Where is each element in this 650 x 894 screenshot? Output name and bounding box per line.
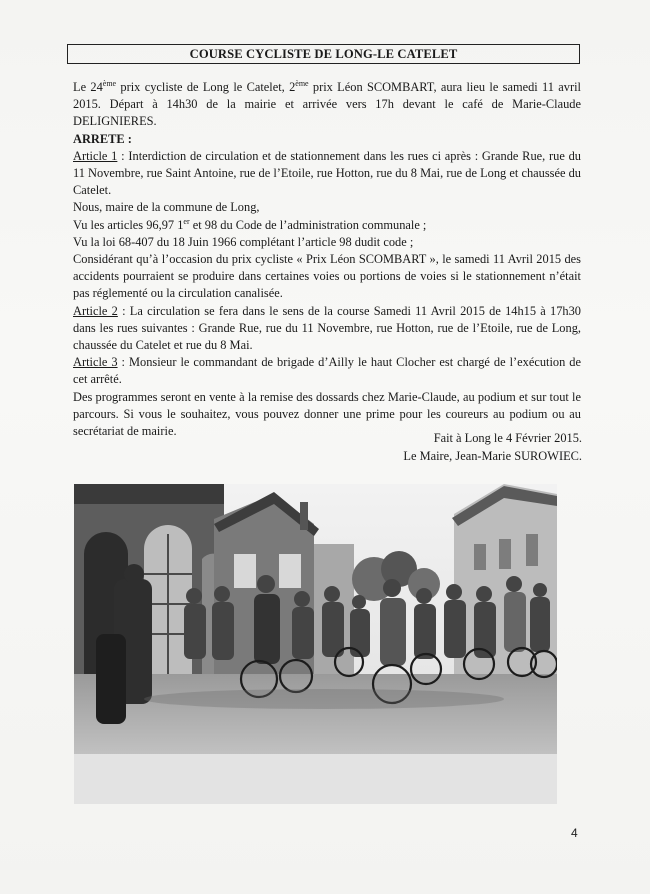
- page-number: 4: [571, 826, 578, 840]
- vu-line-2: Vu la loi 68-407 du 18 Juin 1966 complétant l’article 98 dudit code ;: [73, 234, 414, 249]
- intro-sup-a: ème: [102, 78, 117, 88]
- document-body: [73, 79, 581, 440]
- vu1-text-a: Vu les articles 96,97 1: [73, 217, 184, 232]
- vu-line-1: [73, 217, 581, 234]
- considerant-paragraph: Considérant qu’à l’occasion du prix cycliste « Prix Léon SCOMBART », le samedi 11 Avril 2015 des accidents pourraient se produire dans certaines voies ou portions de voies si le stationnement n’était pas réglementé ou la circulation canalisée.: [73, 252, 581, 301]
- intro-text-b: prix cycliste de Long le Catelet, 2: [116, 80, 296, 94]
- article-1: [73, 148, 581, 200]
- vu1-sup: er: [183, 216, 190, 226]
- document-title: [67, 44, 580, 64]
- signature-place-date: Fait à Long le 4 Février 2015.: [433, 431, 582, 445]
- article-3: [73, 354, 581, 388]
- signature-block: [403, 430, 582, 465]
- intro-text-c: prix Léon SCOMBART, aura lieu le samedi 11 avril 2015. Départ à 14h30 de la mairie et arrivée vers 17h devant le café de Marie-Claude DELIGNIERES.: [73, 80, 581, 129]
- programmes-paragraph: Des programmes seront en vente à la remise des dossards chez Marie-Claude, au podium et sur tout le parcours. Si vous le souhaitez, vous pouvez donner une prime pour les coureurs au podium ou au secrétariat de mairie.: [73, 389, 581, 439]
- article-2: [73, 303, 581, 355]
- nous-line: Nous, maire de la commune de Long,: [73, 200, 260, 215]
- arrete-heading: ARRETE :: [73, 131, 132, 146]
- intro-paragraph: [73, 79, 581, 131]
- vu1-text-b: et 98 du Code de l’administration communale ;: [189, 217, 427, 232]
- article-3-label: Article 3: [73, 355, 118, 370]
- intro-sup-b: ème: [295, 78, 309, 88]
- signature-mayor: Le Maire, Jean-Marie SUROWIEC.: [403, 448, 582, 463]
- article-1-text: : Interdiction de circulation et de stationnement dans les rues ci après : Grande Rue, rue du 11 Novembre, rue Saint Antoine, rue de l’Etoile, rue Hotton, rue du 8 Mai, rue de Long et chaussée du Catelet.: [73, 148, 581, 198]
- article-1-label: Article 1: [73, 148, 118, 163]
- intro-text-a: Le 24: [73, 80, 103, 94]
- race-start-photo: [74, 484, 557, 804]
- document-title-text: COURSE CYCLISTE DE LONG-LE CATELET: [189, 46, 458, 61]
- race-start-photo-graphic: [74, 484, 557, 804]
- article-2-label: Article 2: [73, 303, 118, 318]
- article-3-text: : Monsieur le commandant de brigade d’Ailly le haut Clocher est chargé de l’exécution de cet arrêté.: [73, 355, 581, 387]
- article-2-text: : La circulation se fera dans le sens de la course Samedi 11 Avril 2015 de 14h15 à 17h30 dans les rues suivantes : Grande Rue, rue du 11 Novembre, rue Hotton, rue de l’Etoile, rue de Long, chaussée du Catelet et rue du 8 Mai.: [73, 303, 581, 353]
